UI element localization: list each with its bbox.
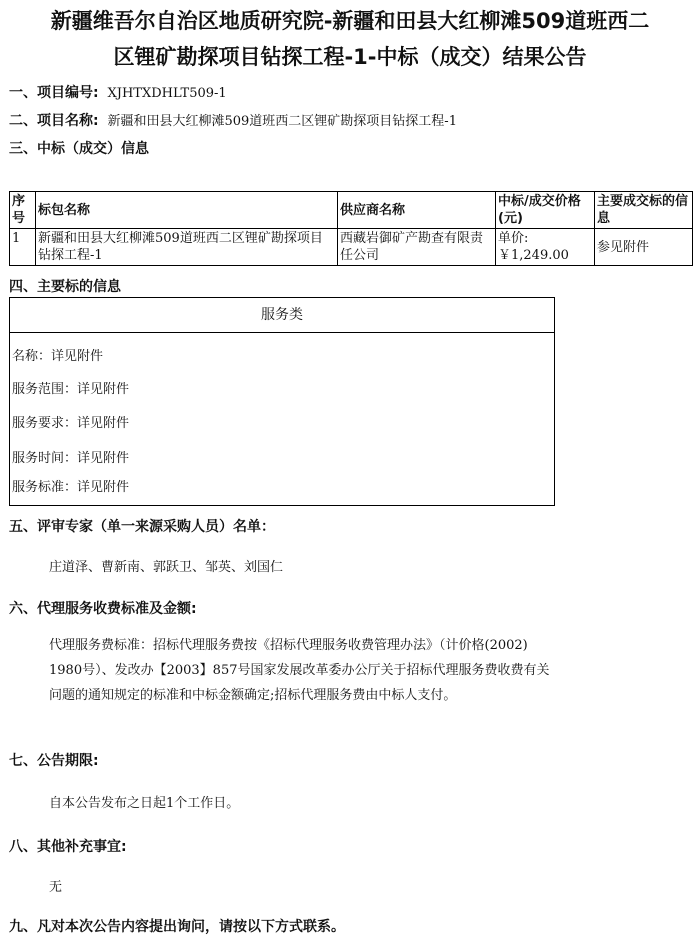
fee-text-line-2: 1980号）、发改办【2003】857号国家发展改革委办公厅关于招标代理服务费收费有关 — [49, 663, 550, 678]
fee-heading: 六、代理服务收费标准及金额: — [9, 601, 197, 617]
other-heading: 八、其他补充事宜: — [9, 839, 127, 855]
subject-heading: 四、主要标的信息 — [9, 279, 121, 295]
header-info: 主要成交标的信息 — [595, 192, 693, 229]
header-index: 序号 — [10, 192, 36, 229]
row-index: 1 — [10, 229, 36, 266]
other-text: 无 — [49, 880, 63, 895]
award-table — [9, 191, 693, 266]
project-number-value: XJHTXDHLT509-1 — [107, 86, 227, 101]
subject-box — [9, 297, 555, 506]
header-price: 中标/成交价格(元) — [496, 192, 595, 229]
subject-item-requirement: 服务要求：详见附件 — [12, 416, 130, 431]
project-number-row — [9, 82, 227, 102]
experts-names: 庄道泽、曹新南、郭跃卫、邹英、刘国仁 — [49, 560, 284, 575]
table-row — [10, 229, 693, 266]
title-line-1: 新疆维吾尔自治区地质研究院-新疆和田县大红柳滩509道班西二 — [50, 9, 650, 33]
fee-text-line-3: 问题的通知规定的标准和中标金额确定;招标代理服务费由中标人支付。 — [49, 688, 457, 703]
project-name-value: 新疆和田县大红柳滩509道班西二区锂矿勘探项目钻探工程-1 — [107, 114, 457, 129]
subject-category: 服务类 — [10, 298, 554, 333]
header-package: 标包名称 — [36, 192, 338, 229]
period-heading: 七、公告期限: — [9, 753, 99, 769]
subject-item-time: 服务时间：详见附件 — [12, 451, 130, 466]
award-heading: 三、中标（成交）信息 — [9, 141, 149, 157]
period-text: 自本公告发布之日起1个工作日。 — [49, 796, 240, 811]
header-supplier: 供应商名称 — [338, 192, 496, 229]
row-price — [496, 229, 595, 266]
project-number-label: 一、项目编号: — [9, 85, 99, 101]
title-line-2: 区锂矿勘探项目钻探工程-1-中标（成交）结果公告 — [113, 45, 587, 69]
contact-heading: 九、凡对本次公告内容提出询问，请按以下方式联系。 — [9, 919, 345, 935]
row-package: 新疆和田县大红柳滩509道班西二区锂矿勘探项目钻探工程-1 — [36, 229, 338, 266]
experts-heading: 五、评审专家（单一来源采购人员）名单： — [9, 519, 275, 535]
row-price-value: ￥1,249.00 — [498, 248, 569, 263]
row-price-label: 单价: — [498, 231, 529, 246]
fee-text-line-1: 代理服务费标准：招标代理服务费按《招标代理服务收费管理办法》（计价格(2002) — [49, 638, 528, 653]
subject-item-scope: 服务范围：详见附件 — [12, 382, 130, 397]
project-name-label: 二、项目名称: — [9, 113, 99, 129]
award-table-header — [10, 192, 693, 229]
subject-item-name: 名称：详见附件 — [12, 349, 104, 364]
row-supplier: 西藏岩御矿产勘查有限责任公司 — [338, 229, 496, 266]
project-name-row — [9, 110, 457, 130]
row-info: 参见附件 — [595, 229, 693, 266]
subject-item-standard: 服务标准：详见附件 — [12, 480, 130, 495]
